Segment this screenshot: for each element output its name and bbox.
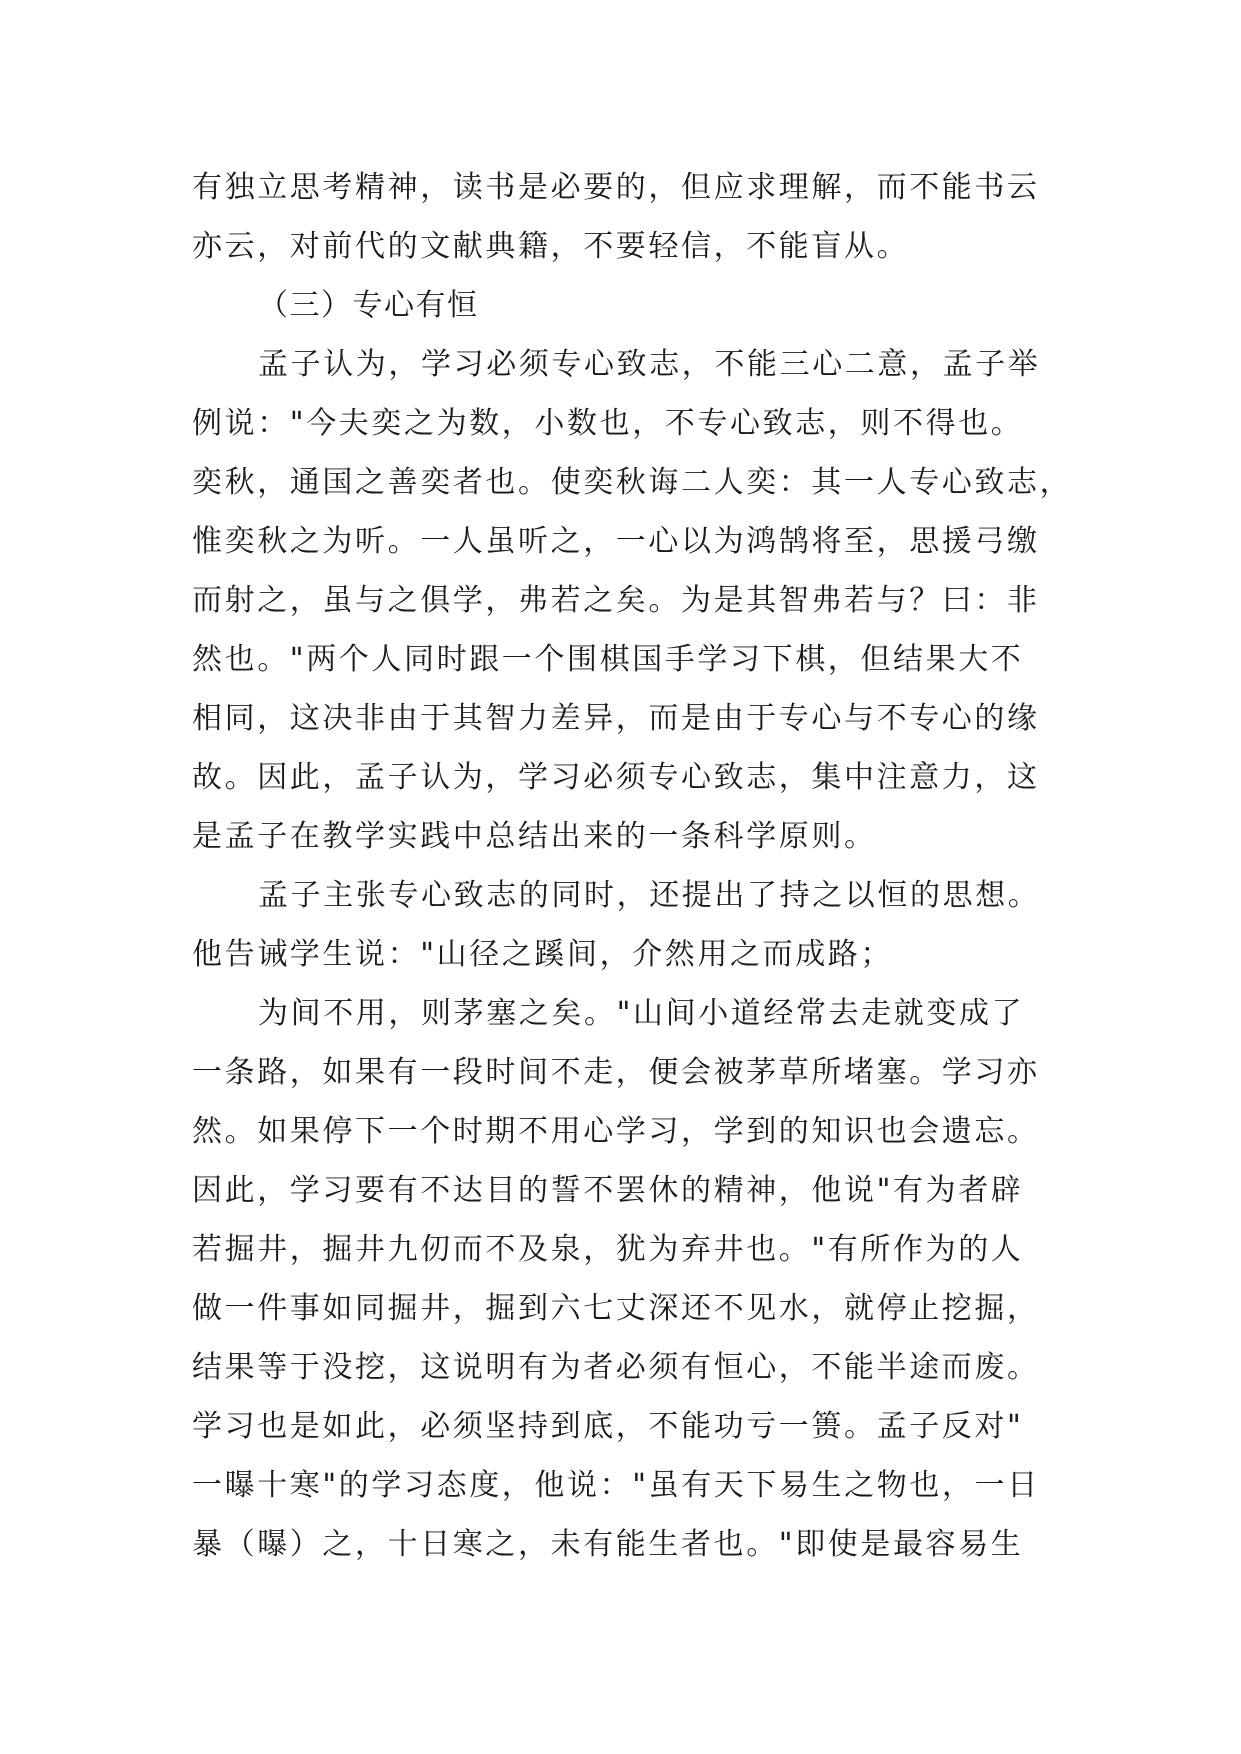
text-line: 因此，学习要有不达目的誓不罢休的精神，他说"有为者辟	[192, 1173, 1024, 1208]
section-heading: （三）专心有恒	[258, 288, 479, 323]
text-line: 做一件事如同掘井，掘到六七丈深还不见水，就停止挖掘，	[192, 1291, 1040, 1326]
document-body	[192, 158, 1073, 1574]
text-line: 相同，这决非由于其智力差异，而是由于专心与不专心的缘	[192, 701, 1040, 736]
text-line: 故。因此，孟子认为，学习必须专心致志，集中注意力，这	[192, 760, 1040, 795]
paragraph-start-line: 孟子认为，学习必须专心致志，不能三心二意，孟子举	[258, 347, 1041, 382]
paragraph-start-line: 孟子主张专心致志的同时，还提出了持之以恒的思想。	[258, 878, 1041, 913]
text-line: 是孟子在教学实践中总结出来的一条科学原则。	[192, 819, 877, 854]
paragraph-start-line: 为间不用，则茅塞之矣。"山间小道经常去走就变成了	[258, 996, 1025, 1031]
text-line: 学习也是如此，必须坚持到底，不能功亏一篑。孟子反对"	[192, 1409, 1024, 1444]
text-line: 惟奕秋之为听。一人虽听之，一心以为鸿鹄将至，思援弓缴	[192, 524, 1040, 559]
text-line: 奕秋，通国之善奕者也。使奕秋诲二人奕：其一人专心致志，	[192, 465, 1073, 500]
text-line: 然。如果停下一个时期不用心学习，学到的知识也会遗忘。	[192, 1114, 1040, 1149]
text-line: 若掘井，掘井九仞而不及泉，犹为弃井也。"有所作为的人	[192, 1232, 1024, 1267]
text-line: 结果等于没挖，这说明有为者必须有恒心，不能半途而废。	[192, 1350, 1040, 1385]
text-line: 他告诫学生说："山径之蹊间，介然用之而成路；	[192, 937, 893, 972]
text-line: 有独立思考精神，读书是必要的，但应求理解，而不能书云	[192, 170, 1040, 205]
text-line: 而射之，虽与之俱学，弗若之矣。为是其智弗若与？曰：非	[192, 583, 1040, 618]
text-line: 一条路，如果有一段时间不走，便会被茅草所堵塞。学习亦	[192, 1055, 1040, 1090]
text-line: 例说："今夫奕之为数，小数也，不专心致志，则不得也。	[192, 406, 1024, 441]
text-line: 然也。"两个人同时跟一个围棋国手学习下棋，但结果大不	[192, 642, 1024, 677]
text-line: 暴（曝）之，十日寒之，未有能生者也。"即使是最容易生	[192, 1527, 1024, 1562]
text-line: 亦云，对前代的文献典籍，不要轻信，不能盲从。	[192, 229, 910, 264]
text-line: 一曝十寒"的学习态度，他说："虽有天下易生之物也，一日	[192, 1468, 1040, 1503]
